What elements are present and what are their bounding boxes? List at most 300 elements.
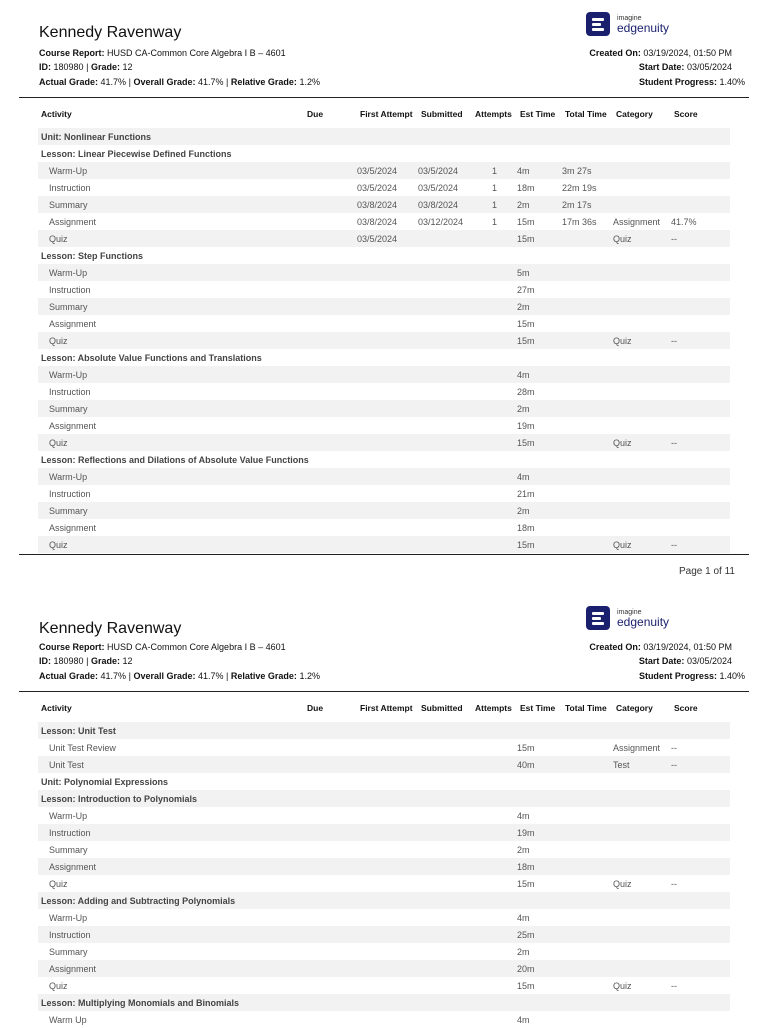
- est-time-cell: 15m: [517, 434, 562, 451]
- activity-name: Warm-Up: [38, 162, 304, 179]
- unit-title: Unit: Nonlinear Functions: [38, 128, 730, 145]
- submitted-cell: [418, 502, 472, 519]
- due-cell: [304, 756, 357, 773]
- col-submitted: Submitted: [421, 703, 463, 713]
- lesson-row: [38, 722, 730, 739]
- first-attempt-cell: 03/5/2024: [357, 182, 398, 193]
- activity-name: Summary: [38, 502, 304, 519]
- report-header: [0, 0, 768, 97]
- total-time-cell: 22m 19s: [562, 182, 597, 193]
- col-first-attempt: First Attempt: [360, 109, 413, 119]
- student-grade: 12: [122, 62, 133, 72]
- score-cell: --: [671, 878, 677, 889]
- first-attempt-cell: 03/5/2024: [357, 162, 418, 179]
- col-activity: Activity: [41, 109, 72, 119]
- col-due: Due: [307, 109, 324, 119]
- score-cell: [671, 196, 730, 213]
- student-progress: Student Progress: 1.40%: [638, 671, 745, 681]
- category-cell: Quiz: [613, 332, 671, 349]
- total-time-cell: [562, 943, 613, 960]
- score-cell: --: [671, 756, 730, 773]
- student-name: Kennedy Ravenway: [39, 620, 182, 637]
- activity-row: [38, 858, 730, 875]
- score-cell: --: [671, 230, 730, 247]
- first-attempt-cell: [357, 824, 418, 841]
- category-cell: [613, 807, 671, 824]
- activity-name: Summary: [38, 400, 304, 417]
- attempts-cell: [472, 841, 517, 858]
- total-time-cell: [562, 281, 613, 298]
- activity-name: Instruction: [49, 284, 91, 295]
- due-cell: [304, 281, 357, 298]
- est-time-cell: 4m: [517, 468, 562, 485]
- category-cell: [613, 162, 671, 179]
- submitted-cell: 03/12/2024: [418, 216, 464, 227]
- score-cell: --: [671, 332, 730, 349]
- total-time-cell: [562, 841, 613, 858]
- score-cell: --: [671, 536, 730, 553]
- submitted-cell: [418, 841, 472, 858]
- est-time-cell: 2m: [517, 400, 562, 417]
- category-cell: [613, 824, 671, 841]
- first-attempt-cell: [357, 298, 418, 315]
- submitted-cell: [418, 977, 472, 994]
- activity-name: Warm-Up: [49, 912, 88, 923]
- submitted-cell: [418, 536, 472, 553]
- category-cell: [613, 926, 671, 943]
- category-cell: [613, 858, 671, 875]
- col-category: Category: [616, 109, 653, 119]
- activity-name: Assignment: [49, 216, 97, 227]
- total-time-cell: [562, 519, 613, 536]
- col-est-time: Est Time: [520, 109, 556, 119]
- first-attempt-cell: 03/8/2024: [357, 216, 398, 227]
- col-due: Due: [307, 703, 324, 713]
- submitted-cell: [418, 366, 472, 383]
- course-report-value: HUSD CA-Common Core Algebra I B – 4601: [107, 642, 286, 652]
- id-grade-line: ID: 180980 | Grade: 12: [39, 656, 133, 666]
- est-time-cell: 18m: [517, 858, 562, 875]
- total-time-cell: [562, 536, 613, 553]
- total-time-cell: 17m 36s: [562, 216, 597, 227]
- attempts-cell: [472, 1011, 517, 1028]
- created-on: Created On: 03/19/2024, 01:50 PM: [589, 642, 732, 652]
- attempts-cell: [472, 264, 517, 281]
- student-grade: 12: [122, 656, 133, 666]
- activity-row: [38, 179, 730, 196]
- score-cell: --: [671, 434, 730, 451]
- col-first-attempt: First Attempt: [360, 703, 413, 713]
- overall-grade: 41.7%: [197, 77, 224, 87]
- edgenuity-logo-icon: [586, 12, 610, 36]
- category-cell: Quiz: [613, 230, 671, 247]
- activity-row: [38, 909, 730, 926]
- activity-row: [38, 196, 730, 213]
- attempts-cell: [472, 824, 517, 841]
- category-cell: Test: [613, 756, 671, 773]
- total-time-cell: [562, 756, 613, 773]
- first-attempt-cell: [357, 960, 418, 977]
- total-time-cell: [562, 502, 613, 519]
- score-cell: [671, 417, 730, 434]
- est-time-cell: 15m: [517, 742, 535, 753]
- due-cell: [304, 366, 357, 383]
- first-attempt-cell: 03/5/2024: [357, 230, 418, 247]
- activity-row: [38, 536, 730, 553]
- attempts-cell: [472, 756, 517, 773]
- unit-title: Unit: Polynomial Expressions: [41, 776, 169, 787]
- score-cell: [671, 909, 730, 926]
- first-attempt-cell: [357, 485, 418, 502]
- edgenuity-logo: imagine edgenuity: [586, 12, 669, 36]
- activity-name: Quiz: [38, 536, 304, 553]
- activity-row: [38, 739, 730, 756]
- due-cell: [304, 502, 357, 519]
- first-attempt-cell: [357, 536, 418, 553]
- activity-row: [38, 468, 730, 485]
- submitted-cell: [418, 383, 472, 400]
- score-cell: [671, 502, 730, 519]
- total-time-cell: 2m 17s: [562, 196, 613, 213]
- score-cell: --: [671, 980, 677, 991]
- total-time-cell: [562, 230, 613, 247]
- activity-row: [38, 807, 730, 824]
- activity-name: Assignment: [38, 960, 304, 977]
- first-attempt-cell: [357, 858, 418, 875]
- submitted-cell: [418, 281, 472, 298]
- due-cell: [304, 977, 357, 994]
- activity-row: [38, 841, 730, 858]
- first-attempt-cell: [357, 400, 418, 417]
- score-cell: [671, 926, 730, 943]
- category-cell: Quiz: [613, 434, 671, 451]
- due-cell: [304, 1011, 357, 1028]
- est-time-cell: 5m: [517, 264, 562, 281]
- attempts-cell: [472, 366, 517, 383]
- activity-name: Summary: [49, 844, 88, 855]
- attempts-cell: [472, 230, 517, 247]
- col-score: Score: [674, 703, 698, 713]
- activity-row: [38, 519, 730, 536]
- score-cell: [671, 162, 730, 179]
- category-cell: Quiz: [613, 980, 632, 991]
- est-time-cell: 25m: [517, 926, 562, 943]
- est-time-cell: 19m: [517, 420, 535, 431]
- total-time-cell: [562, 909, 613, 926]
- first-attempt-cell: [357, 875, 418, 892]
- attempts-cell: [472, 417, 517, 434]
- total-time-cell: [562, 926, 613, 943]
- submitted-cell: [418, 943, 472, 960]
- activity-name: Quiz: [38, 332, 304, 349]
- first-attempt-cell: [357, 841, 418, 858]
- lesson-title: Lesson: Reflections and Dilations of Absolute Value Functions: [41, 454, 309, 465]
- total-time-cell: 3m 27s: [562, 162, 613, 179]
- total-time-cell: [562, 960, 613, 977]
- col-category: Category: [616, 703, 653, 713]
- est-time-cell: 4m: [517, 1014, 530, 1025]
- lesson-row: [38, 451, 730, 468]
- score-cell: [671, 366, 730, 383]
- category-cell: [613, 943, 671, 960]
- score-cell: [671, 281, 730, 298]
- score-cell: [671, 807, 730, 824]
- category-cell: [613, 315, 671, 332]
- lesson-row: [38, 994, 730, 1011]
- category-cell: [613, 366, 671, 383]
- activity-name: Unit Test Review: [49, 742, 116, 753]
- first-attempt-cell: [357, 926, 418, 943]
- category-cell: [613, 417, 671, 434]
- student-progress: Student Progress: 1.40%: [638, 77, 745, 87]
- activity-name: Instruction: [49, 182, 91, 193]
- submitted-cell: [418, 739, 472, 756]
- activity-name: Instruction: [49, 386, 91, 397]
- submitted-cell: [418, 875, 472, 892]
- submitted-cell: [418, 485, 472, 502]
- due-cell: [304, 298, 357, 315]
- score-cell: [671, 858, 730, 875]
- total-time-cell: [562, 315, 613, 332]
- submitted-cell: [418, 824, 472, 841]
- course-report-line: Course Report: HUSD CA-Common Core Algebra I B – 4601: [39, 48, 286, 58]
- first-attempt-cell: [357, 434, 418, 451]
- category-cell: Assignment: [613, 216, 661, 227]
- overall-grade: 41.7%: [197, 671, 224, 681]
- due-cell: [304, 536, 357, 553]
- first-attempt-cell: [357, 315, 418, 332]
- activity-name: Assignment: [38, 858, 304, 875]
- activity-row: [38, 230, 730, 247]
- activity-row: [38, 400, 730, 417]
- attempts-cell: [472, 468, 517, 485]
- first-attempt-cell: [357, 281, 418, 298]
- submitted-cell: [418, 519, 472, 536]
- activity-row: [38, 315, 730, 332]
- score-cell: [671, 468, 730, 485]
- attempts-cell: [472, 739, 517, 756]
- total-time-cell: [562, 485, 613, 502]
- activity-name: Assignment: [49, 522, 97, 533]
- due-cell: [304, 417, 357, 434]
- course-report-line: Course Report: HUSD CA-Common Core Algebra I B – 4601: [39, 642, 286, 652]
- score-cell: --: [671, 742, 677, 753]
- table-header-row: [38, 694, 730, 722]
- activity-name: Assignment: [49, 420, 97, 431]
- activity-row: [38, 417, 730, 434]
- course-report-value: HUSD CA-Common Core Algebra I B – 4601: [107, 48, 286, 58]
- submitted-cell: [418, 858, 472, 875]
- start-date: Start Date: 03/05/2024: [638, 62, 732, 72]
- lesson-title: Lesson: Linear Piecewise Defined Functions: [41, 148, 232, 159]
- attempts-cell: [472, 485, 517, 502]
- category-cell: [613, 281, 671, 298]
- col-total-time: Total Time: [565, 109, 607, 119]
- due-cell: [304, 519, 357, 536]
- est-time-cell: 15m: [517, 980, 535, 991]
- est-time-cell: 21m: [517, 488, 535, 499]
- lesson-row: [38, 247, 730, 264]
- first-attempt-cell: [357, 943, 418, 960]
- total-time-cell: [562, 977, 613, 994]
- attempts-cell: [472, 960, 517, 977]
- due-cell: [304, 841, 357, 858]
- first-attempt-cell: [357, 739, 418, 756]
- est-time-cell: 27m: [517, 284, 535, 295]
- unit-row: [38, 773, 730, 790]
- activity-row: [38, 926, 730, 943]
- start-date: Start Date: 03/05/2024: [638, 656, 732, 666]
- actual-grade: 41.7%: [100, 77, 127, 87]
- relative-grade: 1.2%: [299, 77, 320, 87]
- attempts-cell: [472, 858, 517, 875]
- category-cell: [613, 841, 671, 858]
- due-cell: [304, 179, 357, 196]
- est-time-cell: 4m: [517, 810, 530, 821]
- table-header-row: [38, 100, 730, 128]
- due-cell: [304, 943, 357, 960]
- due-cell: [304, 400, 357, 417]
- lesson-row: [38, 349, 730, 366]
- submitted-cell: 03/5/2024: [418, 162, 472, 179]
- total-time-cell: [562, 739, 613, 756]
- category-cell: [613, 179, 671, 196]
- col-attempts: Attempts: [475, 703, 512, 713]
- submitted-cell: [418, 468, 472, 485]
- submitted-cell: [418, 926, 472, 943]
- est-time-cell: 2m: [517, 298, 562, 315]
- lesson-title: Lesson: Multiplying Monomials and Binomials: [38, 994, 730, 1011]
- activity-row: [38, 162, 730, 179]
- submitted-cell: [418, 909, 472, 926]
- submitted-cell: 03/8/2024: [418, 196, 472, 213]
- due-cell: [304, 926, 357, 943]
- submitted-cell: [418, 315, 472, 332]
- activity-name: Instruction: [49, 488, 91, 499]
- first-attempt-cell: [357, 909, 418, 926]
- relative-grade: 1.2%: [299, 671, 320, 681]
- due-cell: [304, 230, 357, 247]
- activity-name: Warm-Up: [38, 264, 304, 281]
- total-time-cell: [562, 400, 613, 417]
- col-activity: Activity: [41, 703, 72, 713]
- score-cell: [671, 841, 730, 858]
- due-cell: [304, 162, 357, 179]
- total-time-cell: [562, 1011, 613, 1028]
- attempts-cell: [472, 434, 517, 451]
- first-attempt-cell: [357, 807, 418, 824]
- due-cell: [304, 434, 357, 451]
- attempts-cell: [472, 298, 517, 315]
- attempts-cell: [472, 383, 517, 400]
- attempts-cell: [472, 909, 517, 926]
- attempts-cell: [472, 943, 517, 960]
- student-name: Kennedy Ravenway: [39, 24, 182, 41]
- attempts-cell: [472, 400, 517, 417]
- due-cell: [304, 315, 357, 332]
- due-cell: [304, 485, 357, 502]
- created-on: Created On: 03/19/2024, 01:50 PM: [589, 48, 732, 58]
- est-time-cell: 4m: [517, 366, 562, 383]
- submitted-cell: [418, 400, 472, 417]
- due-cell: [304, 739, 357, 756]
- activity-name: Instruction: [38, 926, 304, 943]
- category-cell: [613, 468, 671, 485]
- est-time-cell: 15m: [517, 230, 562, 247]
- attempts-cell: [472, 502, 517, 519]
- activity-row: [38, 298, 730, 315]
- unit-row: [38, 128, 730, 145]
- activity-name: Warm-Up: [38, 468, 304, 485]
- score-cell: [671, 264, 730, 281]
- submitted-cell: [418, 230, 472, 247]
- total-time-cell: [562, 417, 613, 434]
- due-cell: [304, 960, 357, 977]
- est-time-cell: 4m: [517, 912, 530, 923]
- category-cell: Quiz: [613, 878, 632, 889]
- submitted-cell: 03/5/2024: [418, 182, 459, 193]
- grades-line: Actual Grade: 41.7% | Overall Grade: 41.7% | Relative Grade: 1.2%: [39, 77, 320, 87]
- submitted-cell: [418, 298, 472, 315]
- category-cell: [613, 196, 671, 213]
- header-divider: [19, 97, 749, 98]
- est-time-cell: 2m: [517, 196, 562, 213]
- edgenuity-logo-icon: [586, 606, 610, 630]
- activity-row: [38, 756, 730, 773]
- est-time-cell: 18m: [517, 522, 535, 533]
- first-attempt-cell: [357, 264, 418, 281]
- total-time-cell: [562, 332, 613, 349]
- category-cell: [613, 909, 671, 926]
- category-cell: [613, 519, 671, 536]
- activity-name: Unit Test: [38, 756, 304, 773]
- due-cell: [304, 807, 357, 824]
- col-submitted: Submitted: [421, 109, 463, 119]
- due-cell: [304, 909, 357, 926]
- est-time-cell: 15m: [517, 332, 562, 349]
- category-cell: Assignment: [613, 742, 661, 753]
- attempts-cell: 1: [491, 182, 497, 193]
- activity-name: Warm-Up: [49, 810, 88, 821]
- col-total-time: Total Time: [565, 703, 607, 713]
- attempts-cell: [472, 281, 517, 298]
- lesson-row: [38, 145, 730, 162]
- activity-row: [38, 824, 730, 841]
- submitted-cell: [418, 1011, 472, 1028]
- student-id: 180980: [53, 656, 84, 666]
- activity-row: [38, 960, 730, 977]
- activity-row: [38, 1011, 730, 1028]
- attempts-cell: [472, 977, 517, 994]
- col-est-time: Est Time: [520, 703, 556, 713]
- due-cell: [304, 383, 357, 400]
- category-cell: [613, 383, 671, 400]
- activity-name: Summary: [38, 298, 304, 315]
- first-attempt-cell: [357, 756, 418, 773]
- activity-row: [38, 213, 730, 230]
- first-attempt-cell: [357, 468, 418, 485]
- due-cell: [304, 264, 357, 281]
- table-bottom-divider: [19, 554, 749, 555]
- score-cell: [671, 1011, 730, 1028]
- est-time-cell: 15m: [517, 318, 535, 329]
- page-number: Page 1 of 11: [679, 566, 735, 577]
- activity-row: [38, 332, 730, 349]
- first-attempt-cell: [357, 417, 418, 434]
- total-time-cell: [562, 298, 613, 315]
- activity-name: Quiz: [38, 230, 304, 247]
- activity-name: Warm-Up: [38, 366, 304, 383]
